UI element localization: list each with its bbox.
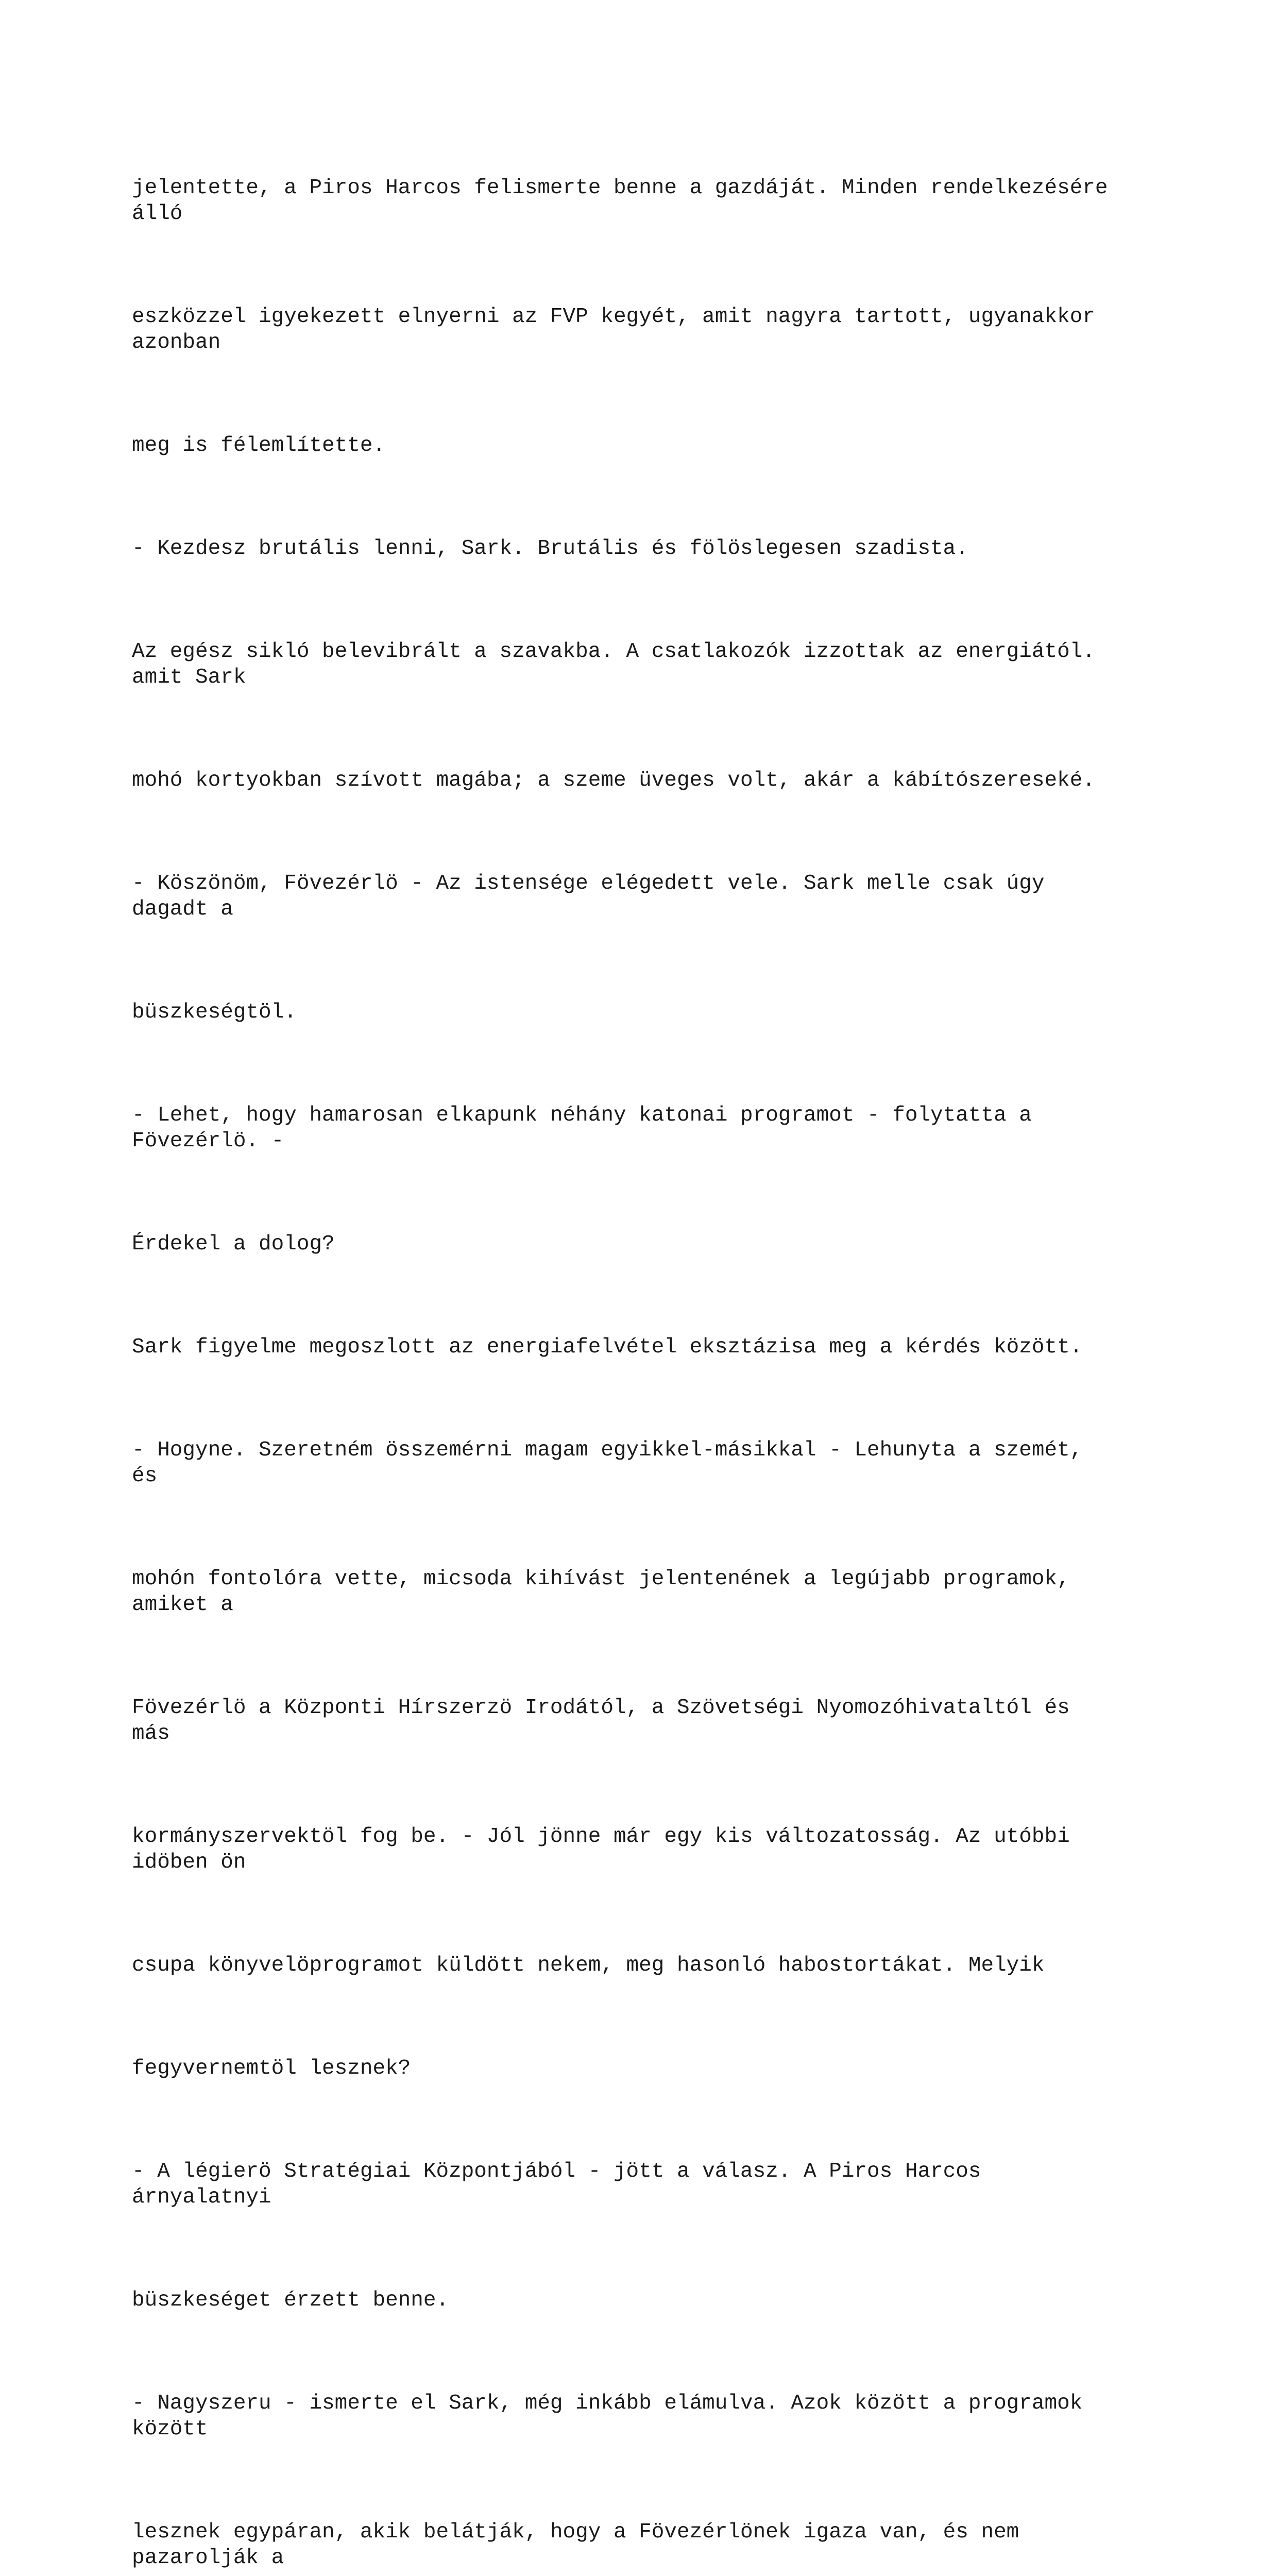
paragraph: mohó kortyokban szívott magába; a szeme üveges volt, akár a kábítószereseké. [132, 769, 1095, 792]
paragraph: büszkeségtöl. [132, 1001, 297, 1024]
paragraph: - Lehet, hogy hamarosan elkapunk néhány katonai programot - folytatta a Fövezérlö. - [132, 1104, 1032, 1153]
paragraph: jelentette, a Piros Harcos felismerte benne a gazdáját. Minden rendelkezésére álló [132, 176, 1108, 226]
paragraph: Az egész sikló belevibrált a szavakba. A csatlakozók izzottak az energiától. amit Sark [132, 640, 1095, 689]
paragraph: - Köszönöm, Fövezérlö - Az istensége elégedett vele. Sark melle csak úgy dagadt a [132, 872, 1045, 921]
paragraph: csupa könyvelöprogramot küldött nekem, meg hasonló habostortákat. Melyik [132, 1954, 1045, 1977]
paragraph: - Kezdesz brutális lenni, Sark. Brutális és fölöslegesen szadista. [132, 537, 968, 561]
paragraph: - Nagyszeru - ismerte el Sark, még inkább elámulva. Azok között a programok között [132, 2392, 1083, 2441]
document-page [132, 124, 1162, 2576]
paragraph: kormányszervektöl fog be. - Jól jönne már egy kis változatosság. Az utóbbi idöben ön [132, 1825, 1070, 1874]
paragraph: - A légierö Stratégiai Központjából - jött a válasz. A Piros Harcos árnyalatnyi [132, 2160, 981, 2209]
paragraph: meg is félemlítette. [132, 434, 386, 457]
paragraph: Fövezérlö a Központi Hírszerzö Irodától, a Szövetségi Nyomozóhivataltól és más [132, 1696, 1070, 1745]
paragraph: büszkeséget érzett benne. [132, 2289, 449, 2312]
paragraph: Érdekel a dolog? [132, 1232, 335, 1256]
paragraph: eszközzel igyekezett elnyerni az FVP kegyét, amit nagyra tartott, ugyanakkor azonban [132, 305, 1095, 354]
paragraph: lesznek egypáran, akik belátják, hogy a Fövezérlönek igaza van, és nem pazarolják a [132, 2520, 1019, 2570]
paragraph: Sark figyelme megoszlott az energiafelvétel eksztázisa meg a kérdés között. [132, 1335, 1083, 1359]
paragraph: - Hogyne. Szeretném összemérni magam egyikkel-másikkal - Lehunyta a szemét, és [132, 1438, 1083, 1488]
paragraph: fegyvernemtöl lesznek? [132, 2057, 411, 2080]
paragraph: mohón fontolóra vette, micsoda kihívást jelentenének a legújabb programok, amiket a [132, 1567, 1070, 1617]
